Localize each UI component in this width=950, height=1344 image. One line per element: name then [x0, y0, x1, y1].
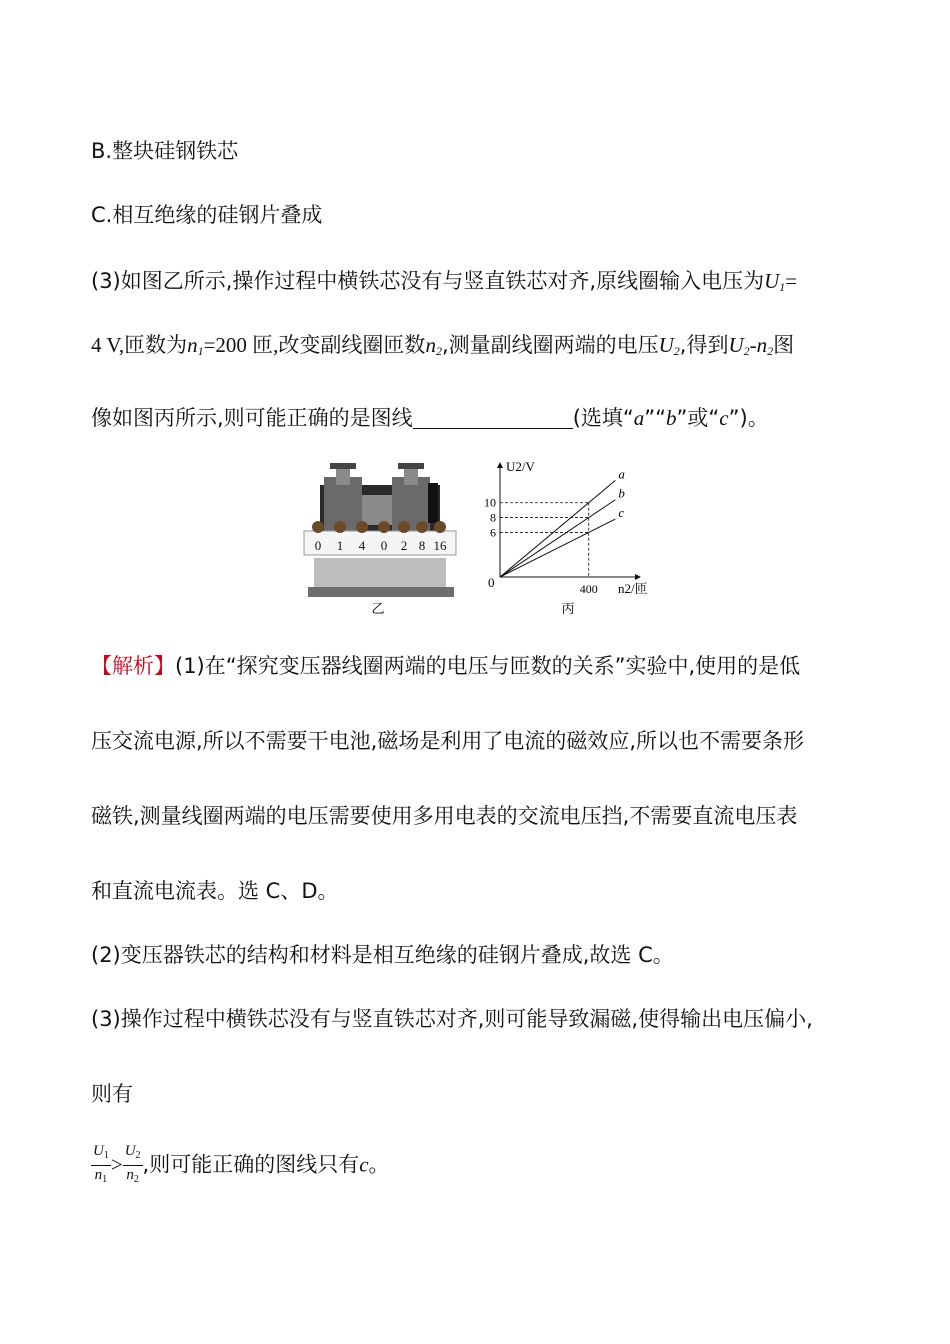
- option-b: B.整块硅钢铁芯: [91, 139, 239, 163]
- series-label-a: a: [618, 466, 625, 482]
- analysis-p3-line-2: 则有: [91, 1082, 133, 1106]
- caption-bing: 丙: [561, 601, 575, 616]
- terminal-label: 8: [418, 538, 426, 553]
- var-n1: $n_1$: [187, 333, 204, 358]
- terminal-label: 16: [433, 538, 447, 553]
- x-axis-label: n2/匝: [618, 581, 648, 596]
- var-U1: $U_1$: [764, 269, 786, 294]
- q3-line-3: 像如图丙所示,则可能正确的是图线 (选填“a”“b”或“c”)。: [91, 406, 769, 430]
- fraction-u1-n1: $\frac{U_1}{n_1}$: [93, 1143, 109, 1185]
- y-tick-label: 8: [490, 510, 496, 525]
- y-tick-label: 6: [490, 525, 496, 540]
- transformer-photo: [300, 455, 460, 625]
- series-label-c: c: [618, 505, 625, 521]
- var-n2: $n_2$: [425, 333, 442, 358]
- analysis-line-3: 磁铁,测量线圈两端的电压需要使用多用电表的交流电压挡,不需要直流电压表: [91, 804, 798, 828]
- q3-line-1: [91, 266, 797, 302]
- origin-label: 0: [488, 575, 495, 590]
- q3-l2-b: =200 匝,改变副线圈匝数: [203, 333, 426, 357]
- y-tick-label: 10: [484, 495, 496, 510]
- equals: =: [785, 269, 798, 293]
- terminal-label: 0: [314, 538, 322, 553]
- y-axis-label: U2/V: [506, 459, 535, 474]
- caption-yi: 乙: [371, 601, 385, 616]
- terminal-label: 0: [380, 538, 388, 553]
- terminal-label: 2: [400, 538, 408, 553]
- analysis-line-4: 和直流电流表。选 C、D。: [91, 879, 339, 903]
- analysis-p2: (2)变压器铁芯的结构和材料是相互绝缘的硅钢片叠成,故选 C。: [91, 943, 674, 967]
- q3-line-2: 4 V,匝数为$n_1=200$ 匝,改变副线圈匝数$n_2$,测量副线圈两端的电压$U_2$,得到$U_2-n_2$图: [91, 333, 795, 358]
- terminal-label: 4: [358, 538, 366, 553]
- u2-n2-graph: [472, 455, 672, 625]
- answer-blank[interactable]: [413, 406, 573, 429]
- analysis-label: 【解析】: [91, 654, 175, 678]
- fraction-u2-n2: $\frac{U_2}{n_2}$: [124, 1143, 141, 1185]
- analysis-p3-line-1: (3)操作过程中横铁芯没有与竖直铁芯对齐,则可能导致漏磁,使得输出电压偏小,: [91, 1007, 813, 1031]
- q3-l3-a: 像如图丙所示,则可能正确的是图线: [91, 406, 413, 430]
- terminal-label: 1: [336, 538, 344, 553]
- series-label-b: b: [618, 485, 625, 501]
- var-U2: $U_2$: [658, 333, 680, 358]
- analysis-line-2: 压交流电源,所以不需要干电池,磁场是利用了电流的磁效应,所以也不需要条形: [91, 729, 805, 753]
- q3-l2-e: 图: [773, 333, 795, 357]
- q3-l2-a: 4 V,匝数为: [91, 333, 188, 357]
- series-line-a: [500, 480, 615, 577]
- option-c: C.相互绝缘的硅钢片叠成: [91, 203, 323, 227]
- figure-area: [300, 455, 660, 625]
- var-n2-b: $n_2$: [756, 333, 774, 358]
- series-line-c: [500, 519, 615, 577]
- analysis-line-1: 【解析】(1)在“探究变压器线圈两端的电压与匝数的关系”实验中,使用的是低: [91, 654, 801, 678]
- q3-line-1-text: (3)如图乙所示,操作过程中横铁芯没有与竖直铁芯对齐,原线圈输入电压为: [91, 269, 765, 293]
- series-line-b: [500, 500, 615, 577]
- q3-l2-d: ,得到: [679, 333, 729, 357]
- greater-than: >: [110, 1152, 123, 1177]
- x-tick-label: 400: [579, 582, 598, 596]
- ratio-conclusion: $\frac{U_1}{n_1}$ > $\frac{U_2}{n_2}$ ,则可能正确的图线只有c。: [91, 1142, 390, 1189]
- var-U2-b: $U_2$: [728, 333, 750, 358]
- q3-l2-c: ,测量副线圈两端的电压: [441, 333, 659, 357]
